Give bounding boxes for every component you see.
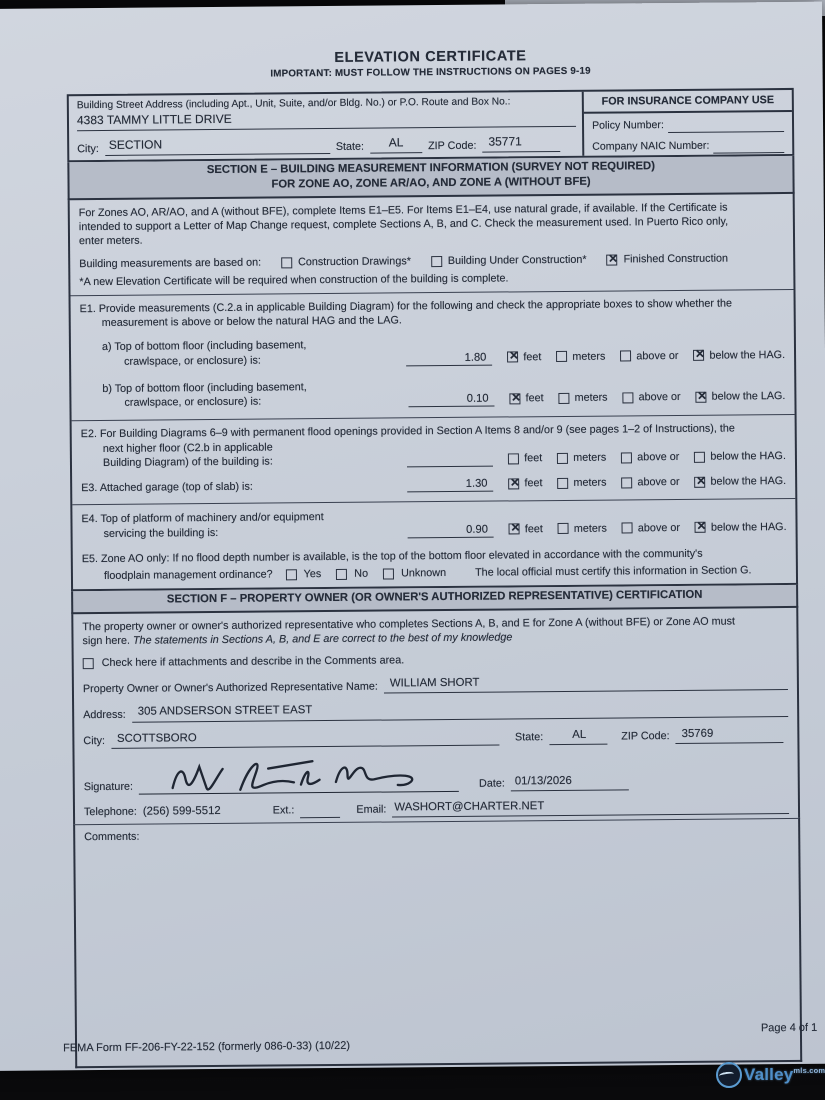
signature-field[interactable] (139, 757, 459, 794)
item-e3-row (81, 474, 786, 495)
item-e4-row (81, 506, 786, 541)
telephone-label: Telephone: (83, 806, 137, 819)
state-label: State: (335, 140, 365, 153)
city-field[interactable]: SECTION (105, 136, 330, 156)
page-title: ELEVATION CERTIFICATE (334, 48, 527, 66)
zip-field[interactable]: 35771 (482, 134, 560, 153)
section-f-intro-italic: The statements in Sections A, B, and E are correct to the best of my knowledge (132, 631, 513, 647)
e1a-above-checkbox[interactable] (620, 351, 631, 362)
e3-feet-checkbox[interactable] (508, 478, 519, 489)
owner-address-label: Address: (83, 709, 126, 722)
date-label: Date: (478, 777, 505, 791)
e1-intro-line1: E1. Provide measurements (C.2.a in applicable Building Diagram) for the following and check the appropriate boxes to show whether the (79, 297, 733, 316)
section-e-intro-line3: enter meters. (78, 234, 143, 248)
e5-yes-checkbox[interactable] (286, 569, 297, 580)
signature-scrawl (145, 752, 455, 797)
e1b-label-line1: b) Top of bottom floor (including basement, (102, 381, 307, 395)
item-e1b-row (80, 376, 785, 411)
owner-state-field[interactable]: AL (549, 727, 607, 745)
e3-above-checkbox[interactable] (621, 477, 632, 488)
building-address-box (67, 88, 795, 163)
e5-prefix: floodplain management ordinance? (103, 568, 273, 583)
e1a-meters-label: meters (572, 350, 606, 363)
e1b-value-field[interactable]: 0.10 (408, 392, 494, 408)
e4-above-checkbox[interactable] (622, 523, 633, 534)
street-address-field[interactable]: 4383 TAMMY LITTLE DRIVE (77, 109, 576, 131)
e1b-label-line2: crawlspace, or enclosure) is: (124, 395, 262, 409)
e1a-label-line1: a) Top of bottom floor (including basement, (101, 339, 307, 354)
e2-line1: E2. For Building Diagrams 6–9 with permanent flood openings provided in Section A Items 8 and/or 9 (see pages 1–2 of Instructions), the (80, 422, 735, 441)
signature-label: Signature: (83, 781, 134, 794)
city-label: City: (77, 142, 99, 156)
e1a-above-label: above or (636, 349, 679, 363)
e1a-below-checkbox[interactable] (693, 350, 704, 361)
e4-below-label: below the HAG. (710, 520, 787, 534)
owner-zip-label: ZIP Code: (621, 730, 670, 743)
e1b-feet-label: feet (525, 392, 544, 405)
owner-name-label: Property Owner or Owner's Authorized Representative Name: (82, 680, 378, 696)
document-title-block (80, 46, 780, 81)
e3-below-label: below the HAG. (710, 475, 787, 488)
section-e-header (67, 156, 794, 200)
e3-above-label: above or (637, 476, 680, 489)
e1b-feet-checkbox[interactable] (509, 393, 520, 404)
e2-above-checkbox[interactable] (621, 452, 632, 463)
owner-address-field[interactable]: 305 ANDSERSON STREET EAST (132, 699, 789, 722)
owner-city-row (83, 726, 788, 749)
owner-address-row (83, 699, 788, 722)
page-number: Page 4 of 1 (760, 1021, 818, 1035)
owner-name-row (83, 673, 788, 696)
e1a-below-label: below the HAG. (709, 348, 786, 362)
ext-field[interactable] (300, 806, 340, 818)
policy-number-label: Policy Number: (591, 119, 664, 132)
item-e1a-row (80, 334, 785, 369)
attachments-label: Check here if attachments and describe in the Comments area. (101, 654, 405, 670)
e4-value-field[interactable]: 0.90 (408, 523, 494, 539)
section-e-header-line1: SECTION E – BUILDING MEASUREMENT INFORMATION (SURVEY NOT REQUIRED) (206, 160, 656, 177)
finished-construction-checkbox[interactable] (606, 255, 617, 266)
insurance-box-header: FOR INSURANCE COMPANY USE (584, 90, 792, 114)
e4-meters-label: meters (573, 522, 607, 535)
valleymls-logo-text: Valley$^{mls.com}$ (744, 1065, 825, 1084)
e1a-feet-label: feet (523, 350, 542, 363)
email-label: Email: (356, 803, 387, 817)
e1b-above-checkbox[interactable] (623, 392, 634, 403)
e3-feet-label: feet (524, 477, 543, 490)
e2-above-label: above or (637, 450, 680, 464)
e1a-feet-checkbox[interactable] (507, 352, 518, 363)
e4-feet-checkbox[interactable] (509, 524, 520, 535)
item-e2-row (81, 436, 786, 471)
e5-unknown-checkbox[interactable] (383, 568, 394, 579)
construction-drawings-label: Construction Drawings* (298, 255, 411, 269)
telephone-field[interactable]: (256) 599-5512 (142, 804, 221, 818)
e2-feet-label: feet (524, 452, 543, 465)
fema-form-number: FEMA Form FF-206-FY-22-152 (formerly 086-0-33) (10/22) (63, 1039, 351, 1055)
e5-line1: E5. Zone AO only: If no flood depth number is available, is the top of the bottom floor elevated in accordance with the community's (81, 547, 703, 566)
valleymls-watermark (716, 1062, 825, 1088)
e4-label-line1: E4. Top of platform of machinery and/or equipment (81, 511, 324, 526)
state-field[interactable]: AL (370, 135, 422, 153)
section-e-intro-line1: For Zones AO, AR/AO, and A (without BFE), complete Items E1–E5. For Items E1–E4, use natural grade, if available. If the Certificate is (78, 201, 728, 219)
e2-meters-label: meters (573, 451, 607, 464)
construction-drawings-checkbox[interactable] (281, 257, 292, 268)
e3-label: E3. Attached garage (top of slab) is: (81, 480, 253, 495)
e2-feet-checkbox[interactable] (508, 453, 519, 464)
e2-below-checkbox[interactable] (694, 451, 705, 462)
e1b-below-label: below the LAG. (711, 390, 786, 403)
e2-below-label: below the HAG. (710, 449, 786, 463)
policy-number-field[interactable] (668, 121, 784, 133)
valleymls-logo-suffix: mls.com (793, 1066, 825, 1075)
e1a-meters-checkbox[interactable] (556, 351, 567, 362)
e1b-meters-checkbox[interactable] (559, 393, 570, 404)
new-certificate-note: *A new Elevation Certificate will be required when construction of the building is complete. (79, 272, 509, 288)
comments-label: Comments: (84, 830, 140, 843)
insurance-company-box (582, 90, 793, 156)
finished-construction-label: Finished Construction (623, 252, 729, 266)
valleymls-logo-icon (716, 1062, 742, 1088)
e1a-value-field[interactable]: 1.80 (406, 351, 492, 367)
e2-label-line2: next higher floor (C2.b in applicable (102, 441, 273, 455)
naic-number-field[interactable] (713, 142, 784, 154)
building-under-construction-label: Building Under Construction* (447, 254, 587, 268)
e4-label-line2: servicing the building is: (103, 526, 219, 540)
section-f-header-text: SECTION F – PROPERTY OWNER (OR OWNER'S AUTHORIZED REPRESENTATIVE) CERTIFICATION (166, 589, 703, 606)
ext-label: Ext.: (272, 804, 295, 817)
e1b-above-label: above or (638, 391, 681, 404)
street-address-label: Building Street Address (including Apt., Unit, Suite, and/or Bldg. No.) or P.O. Route and Box No.: (76, 96, 511, 112)
telephone-row (84, 797, 789, 820)
e4-above-label: above or (637, 521, 680, 535)
e3-value-field[interactable]: 1.30 (407, 477, 493, 493)
e3-below-checkbox[interactable] (694, 477, 705, 488)
e4-feet-label: feet (524, 522, 543, 535)
e5-yes-label: Yes (303, 568, 322, 581)
e4-meters-checkbox[interactable] (558, 523, 569, 534)
e1-intro-line2: measurement is above or below the natural HAG and the LAG. (101, 314, 402, 330)
elevation-certificate-page (0, 2, 825, 1071)
e3-meters-checkbox[interactable] (557, 478, 568, 489)
building-under-construction-checkbox[interactable] (431, 256, 442, 267)
section-f-intro-line1: The property owner or owner's authorized representative who completes Sections A, B, and E for Zone A (without BFE) or Zone AO must (82, 615, 736, 633)
section-e-header-line2: FOR ZONE AO, ZONE AR/AO, AND ZONE A (WITHOUT BFE) (271, 176, 591, 191)
owner-state-label: State: (514, 731, 544, 744)
owner-city-field[interactable]: SCOTTSBORO (111, 728, 499, 748)
divider (72, 498, 795, 505)
item-e5-row (104, 563, 787, 583)
email-field[interactable]: WASHORT@CHARTER.NET (392, 797, 789, 818)
divider (72, 414, 795, 421)
e5-no-checkbox[interactable] (336, 569, 347, 580)
e4-below-checkbox[interactable] (695, 522, 706, 533)
owner-name-field[interactable]: WILLIAM SHORT (384, 673, 788, 694)
e5-no-label: No (354, 567, 369, 580)
date-field[interactable]: 01/13/2026 (511, 773, 629, 791)
attachments-row (83, 650, 788, 670)
e1a-label-line2: crawlspace, or enclosure) is: (124, 354, 261, 368)
section-e-intro-line2: intended to support a Letter of Map Change request, complete Sections A, B, and C. Check the measurement used. In Puerto Rico only, (78, 215, 729, 234)
e3-meters-label: meters (573, 476, 607, 490)
e5-suffix: The local official must certify this information in Section G. (475, 564, 752, 579)
zip-label: ZIP Code: (427, 139, 477, 152)
e2-label-line3: Building Diagram) of the building is: (102, 455, 273, 469)
page-subtitle: IMPORTANT: MUST FOLLOW THE INSTRUCTIONS ON PAGES 9-19 (270, 65, 591, 80)
based-on-label: Building measurements are based on: (79, 257, 262, 271)
divider (71, 289, 794, 296)
e1b-below-checkbox[interactable] (696, 392, 707, 403)
section-f-body (71, 608, 800, 824)
section-e-body (68, 194, 798, 592)
signature-row (84, 755, 789, 795)
owner-zip-field[interactable]: 35769 (676, 726, 784, 744)
e2-value-field[interactable] (407, 452, 493, 468)
e1b-meters-label: meters (574, 391, 608, 405)
attachments-checkbox[interactable] (83, 658, 94, 669)
naic-number-label: Company NAIC Number: (592, 139, 710, 153)
e2-meters-checkbox[interactable] (557, 452, 568, 463)
owner-city-label: City: (83, 735, 106, 748)
e5-unknown-label: Unknown (400, 567, 447, 580)
section-f-intro-normal: sign here. (82, 634, 133, 648)
comments-box[interactable] (73, 818, 802, 1068)
